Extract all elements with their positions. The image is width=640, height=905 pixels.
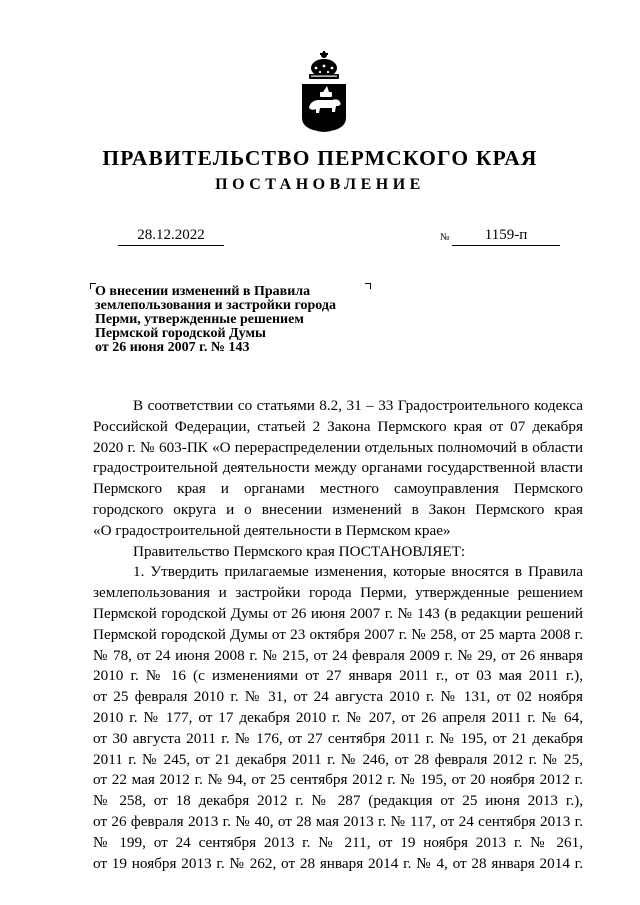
document-subject bbox=[95, 285, 375, 355]
document-number bbox=[452, 227, 560, 246]
body-line: Пермской городской Думы от 23 октября 2007 г. № 258, от 25 марта 2008 г. bbox=[93, 625, 583, 643]
document-date bbox=[118, 227, 224, 246]
subject-line: Перми, утвержденные решением bbox=[95, 312, 304, 327]
subject-line: О внесении изменений в Правила bbox=[95, 284, 311, 299]
subject-line: от 26 июня 2007 г. № 143 bbox=[95, 340, 250, 355]
body-line: Российской Федерации, статьей 2 Закона Пермского края от 07 декабря bbox=[93, 417, 583, 435]
body-line: 2020 г. № 603-ПК «О перераспределении отдельных полномочий в области bbox=[93, 438, 583, 456]
body-line: землепользования и застройки города Перми, утвержденные решением bbox=[93, 584, 583, 602]
body-line: от 30 августа 2011 г. № 176, от 27 сентября 2011 г. № 195, от 21 декабря bbox=[93, 729, 583, 747]
document-number-value: 1159-п bbox=[452, 227, 560, 246]
body-line: № 199, от 24 сентября 2013 г. № 211, от 19 ноября 2013 г. № 261, bbox=[93, 833, 583, 851]
body-line: В соответствии со статьями 8.2, 31 – 33 Градостроительного кодекса bbox=[133, 397, 583, 414]
document-date-value: 28.12.2022 bbox=[118, 227, 224, 246]
body-line: городского округа и о внесении изменений в Закон Пермского края bbox=[93, 500, 583, 518]
body-line: от 25 февраля 2010 г. № 31, от 24 августа 2010 г. № 131, от 02 ноября bbox=[93, 688, 583, 706]
body-line: от 19 ноября 2013 г. № 262, от 28 января 2014 г. № 4, от 28 января 2014 г. bbox=[93, 854, 583, 872]
body-line: Пермской городской Думы от 26 июня 2007 г. № 143 (в редакции решений bbox=[93, 604, 583, 622]
body-line-resolution: Правительство Пермского края ПОСТАНОВЛЯЕТ: bbox=[133, 542, 466, 560]
perm-krai-coat-of-arms-icon bbox=[294, 48, 354, 134]
body-line: № 258, от 18 декабря 2012 г. № 287 (редакция от 25 июня 2013 г.), bbox=[93, 792, 583, 810]
body-line: «О градостроительной деятельности в Пермском крае» bbox=[93, 521, 451, 539]
document-type: ПОСТАНОВЛЕНИЕ bbox=[215, 176, 425, 193]
subject-line: Пермской городской Думы bbox=[95, 326, 266, 341]
body-line: 2011 г. № 245, от 21 декабря 2011 г. № 246, от 28 февраля 2012 г. № 25, bbox=[93, 750, 583, 768]
number-sign: № bbox=[440, 232, 450, 243]
body-line: Пермского края и органами местного самоуправления Пермского bbox=[93, 480, 583, 498]
body-line: 2010 г. № 16 (с изменениями от 27 января 2011 г., от 03 мая 2011 г.), bbox=[93, 667, 583, 685]
subject-line: землепользования и застройки города bbox=[95, 298, 336, 313]
document-body bbox=[93, 396, 583, 874]
body-line: 1. Утвердить прилагаемые изменения, которые вносятся в Правила bbox=[133, 563, 583, 581]
body-line: градостроительной деятельности между органами государственной власти bbox=[93, 459, 583, 477]
body-line: № 78, от 24 июня 2008 г. № 215, от 24 февраля 2009 г. № 29, от 26 января bbox=[93, 646, 583, 664]
body-line: от 22 мая 2012 г. № 94, от 25 сентября 2012 г. № 195, от 20 ноября 2012 г. bbox=[93, 771, 583, 789]
government-title: ПРАВИТЕЛЬСТВО ПЕРМСКОГО КРАЯ bbox=[102, 146, 538, 170]
body-line: 2010 г. № 177, от 17 декабря 2010 г. № 207, от 26 апреля 2011 г. № 64, bbox=[93, 708, 583, 726]
body-line: от 26 февраля 2013 г. № 40, от 28 мая 2013 г. № 117, от 24 сентября 2013 г. bbox=[93, 812, 583, 830]
